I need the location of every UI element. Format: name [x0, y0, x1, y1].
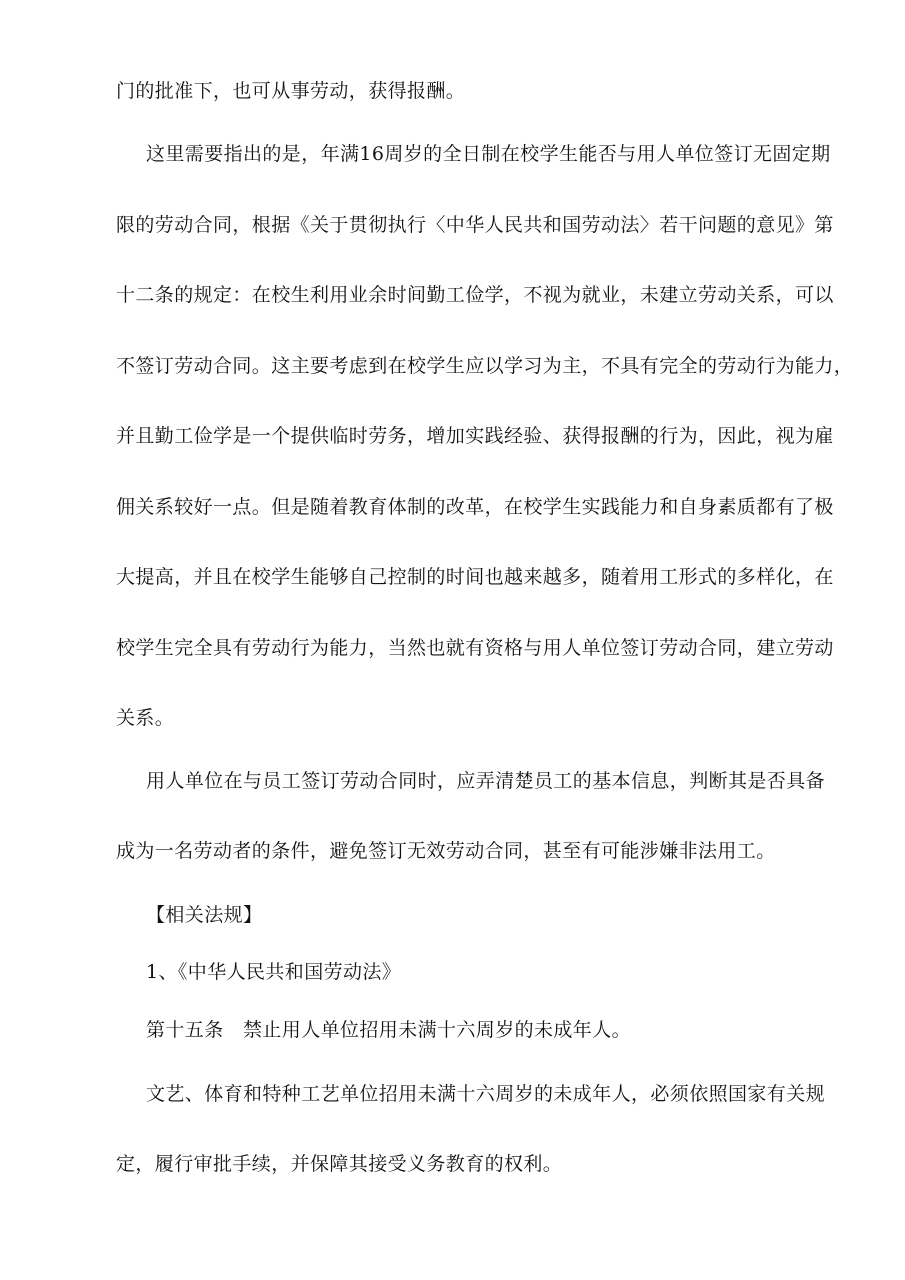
paragraph-line: 不签订劳动合同。这主要考虑到在校学生应以学习为主，不具有完全的劳动行为能力， [116, 355, 854, 377]
paragraph-line: 这里需要指出的是，年满16周岁的全日制在校学生能否与用人单位签订无固定期 [146, 143, 831, 165]
paragraph-line: 佣关系较好一点。但是随着教育体制的改革，在校学生实践能力和自身素质都有了极 [116, 496, 834, 518]
law-article: 第十五条 禁止用人单位招用未满十六周岁的未成年人。 [146, 1019, 632, 1041]
paragraph-line: 文艺、体育和特种工艺单位招用未满十六周岁的未成年人，必须依照国家有关规 [146, 1083, 826, 1105]
paragraph-line: 大提高，并且在校学生能够自己控制的时间也越来越多，随着用工形式的多样化，在 [116, 566, 834, 588]
law-title: 1、《中华人民共和国劳动法》 [146, 961, 402, 983]
paragraph-line: 关系。 [116, 707, 175, 729]
paragraph-line: 用人单位在与员工签订劳动合同时，应弄清楚员工的基本信息，判断其是否具备 [146, 770, 826, 792]
paragraph-line: 十二条的规定：在校生利用业余时间勤工俭学，不视为就业，未建立劳动关系，可以 [116, 284, 834, 306]
paragraph-line: 校学生完全具有劳动行为能力，当然也就有资格与用人单位签订劳动合同，建立劳动 [116, 637, 834, 659]
section-heading: 【相关法规】 [146, 904, 263, 926]
paragraph-line: 门的批准下，也可从事劳动，获得报酬。 [116, 80, 466, 102]
paragraph-line: 定，履行审批手续，并保障其接受义务教育的权利。 [116, 1153, 563, 1175]
paragraph-line: 限的劳动合同，根据《关于贯彻执行〈中华人民共和国劳动法〉若干问题的意见》第 [116, 214, 834, 236]
paragraph-line: 并且勤工俭学是一个提供临时劳务，增加实践经验、获得报酬的行为，因此，视为雇 [116, 425, 834, 447]
paragraph-line: 成为一名劳动者的条件，避免签订无效劳动合同，甚至有可能涉嫌非法用工。 [116, 840, 776, 862]
